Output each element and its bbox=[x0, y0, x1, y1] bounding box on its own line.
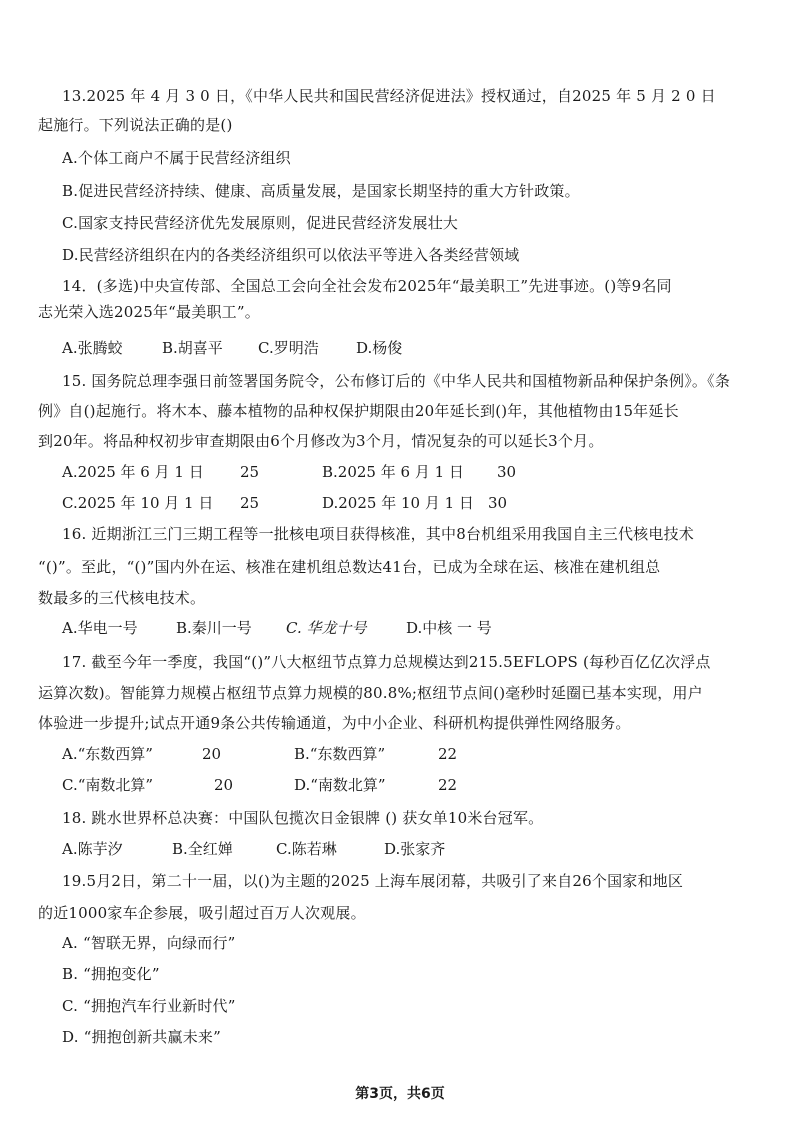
q14-option-a: A.张腾蛟 bbox=[62, 339, 123, 357]
q18-option-a: A.陈芋汐 bbox=[62, 840, 123, 858]
q13-stem: 起施行。下列说法正确的是() bbox=[38, 116, 233, 134]
q18-stem: 18. 跳水世界杯总决赛：中国队包揽次日金银牌 () 获女单10米台冠军。 bbox=[62, 809, 544, 827]
q18-option-b: B.全红婵 bbox=[172, 840, 233, 858]
q14-option-d: D.杨俊 bbox=[356, 339, 403, 357]
q17-option-a: A.“东数西算” bbox=[62, 745, 153, 763]
q17-option-a-value: 20 bbox=[202, 745, 222, 763]
q17-option-c-value: 20 bbox=[214, 776, 234, 794]
q16-option-d: D.中核 一 号 bbox=[406, 619, 492, 637]
q19-option-b: B. “拥抱变化” bbox=[62, 965, 160, 983]
q19-stem: 的近1000家车企参展，吸引超过百万人次观展。 bbox=[38, 904, 366, 922]
q13-stem: 13.2025 年 4 月 3 0 日，《中华人民共和国民营经济促进法》授权通过，自2025 年 5 月 2 0 日 bbox=[62, 87, 716, 105]
q16-stem: “()”。至此，“()”国内外在运、核准在建机组总数达41台，已成为全球在运、核准在建机组总 bbox=[38, 558, 661, 576]
q17-stem: 体验进一步提升;试点开通9条公共传输通道，为中小企业、科研机构提供弹性网络服务。 bbox=[38, 714, 631, 732]
q16-option-b: B.秦川一号 bbox=[176, 619, 252, 637]
q18-option-d: D.张家齐 bbox=[384, 840, 446, 858]
q16-stem: 16. 近期浙江三门三期工程等一批核电项目获得核准，其中8台机组采用我国自主三代核电技术 bbox=[62, 525, 694, 543]
q14-option-c: C.罗明浩 bbox=[258, 339, 319, 357]
q15-option-a: A.2025 年 6 月 1 日 bbox=[62, 463, 204, 481]
q19-option-a: A. “智联无界，向绿而行” bbox=[62, 934, 236, 952]
q15-option-b-value: 30 bbox=[497, 463, 517, 481]
q15-option-d: D.2025 年 10 月 1 日 bbox=[322, 494, 474, 512]
q16-option-c: C. 华龙十号 bbox=[286, 619, 367, 637]
q15-option-d-value: 30 bbox=[488, 494, 508, 512]
q13-option-d: D.民营经济组织在内的各类经济组织可以依法平等进入各类经营领域 bbox=[62, 246, 520, 264]
q17-option-c: C.“南数北算” bbox=[62, 776, 154, 794]
q17-option-d: D.“南数北算” bbox=[294, 776, 386, 794]
q15-option-a-value: 25 bbox=[240, 463, 260, 481]
q16-option-a: A.华电一号 bbox=[62, 619, 138, 637]
q14-stem: 志光荣入选2025年“最美职工”。 bbox=[38, 303, 260, 321]
q15-stem: 例》自()起施行。将木本、藤本植物的品种权保护期限由20年延长到()年，其他植物由15年延长 bbox=[38, 402, 679, 420]
q19-option-d: D. “拥抱创新共赢未来” bbox=[62, 1028, 221, 1046]
q15-option-c: C.2025 年 10 月 1 日 bbox=[62, 494, 214, 512]
q17-stem: 运算次数)。智能算力规模占枢纽节点算力规模的80.8%;枢纽节点间()毫秒时延圈已基本实现，用户 bbox=[38, 684, 703, 702]
q17-option-b-value: 22 bbox=[438, 745, 458, 763]
q18-option-c: C.陈若琳 bbox=[276, 840, 337, 858]
q17-stem: 17. 截至今年一季度，我国“()”八大枢纽节点算力总规模达到215.5EFLOPS (每秒百亿亿次浮点 bbox=[62, 653, 711, 671]
q19-option-c: C. “拥抱汽车行业新时代” bbox=[62, 997, 236, 1015]
q15-stem: 到20年。将品种权初步审查期限由6个月修改为3个月，情况复杂的可以延长3个月。 bbox=[38, 432, 604, 450]
q14-stem: 14．(多选)中央宣传部、全国总工会向全社会发布2025年“最美职工”先进事迹。()等9名同 bbox=[62, 277, 672, 295]
q16-stem: 数最多的三代核电技术。 bbox=[38, 589, 206, 607]
q13-option-c: C.国家支持民营经济优先发展原则，促进民营经济发展壮大 bbox=[62, 214, 459, 232]
q14-option-b: B.胡喜平 bbox=[162, 339, 223, 357]
page-number: 第3页，共6页 bbox=[355, 1086, 445, 1102]
q15-stem: 15. 国务院总理李强日前签署国务院令，公布修订后的《中华人民共和国植物新品种保护条例》。《条 bbox=[62, 372, 731, 390]
q17-option-b: B.“东数西算” bbox=[294, 745, 386, 763]
q13-option-b: B.促进民营经济持续、健康、高质量发展，是国家长期坚持的重大方针政策。 bbox=[62, 182, 580, 200]
q15-option-c-value: 25 bbox=[240, 494, 260, 512]
q19-stem: 19.5月2日，第二十一届，以()为主题的2025 上海车展闭幕，共吸引了来自26个国家和地区 bbox=[62, 872, 684, 890]
q13-option-a: A.个体工商户不属于民营经济组织 bbox=[62, 149, 291, 167]
q17-option-d-value: 22 bbox=[438, 776, 458, 794]
q15-option-b: B.2025 年 6 月 1 日 bbox=[322, 463, 464, 481]
